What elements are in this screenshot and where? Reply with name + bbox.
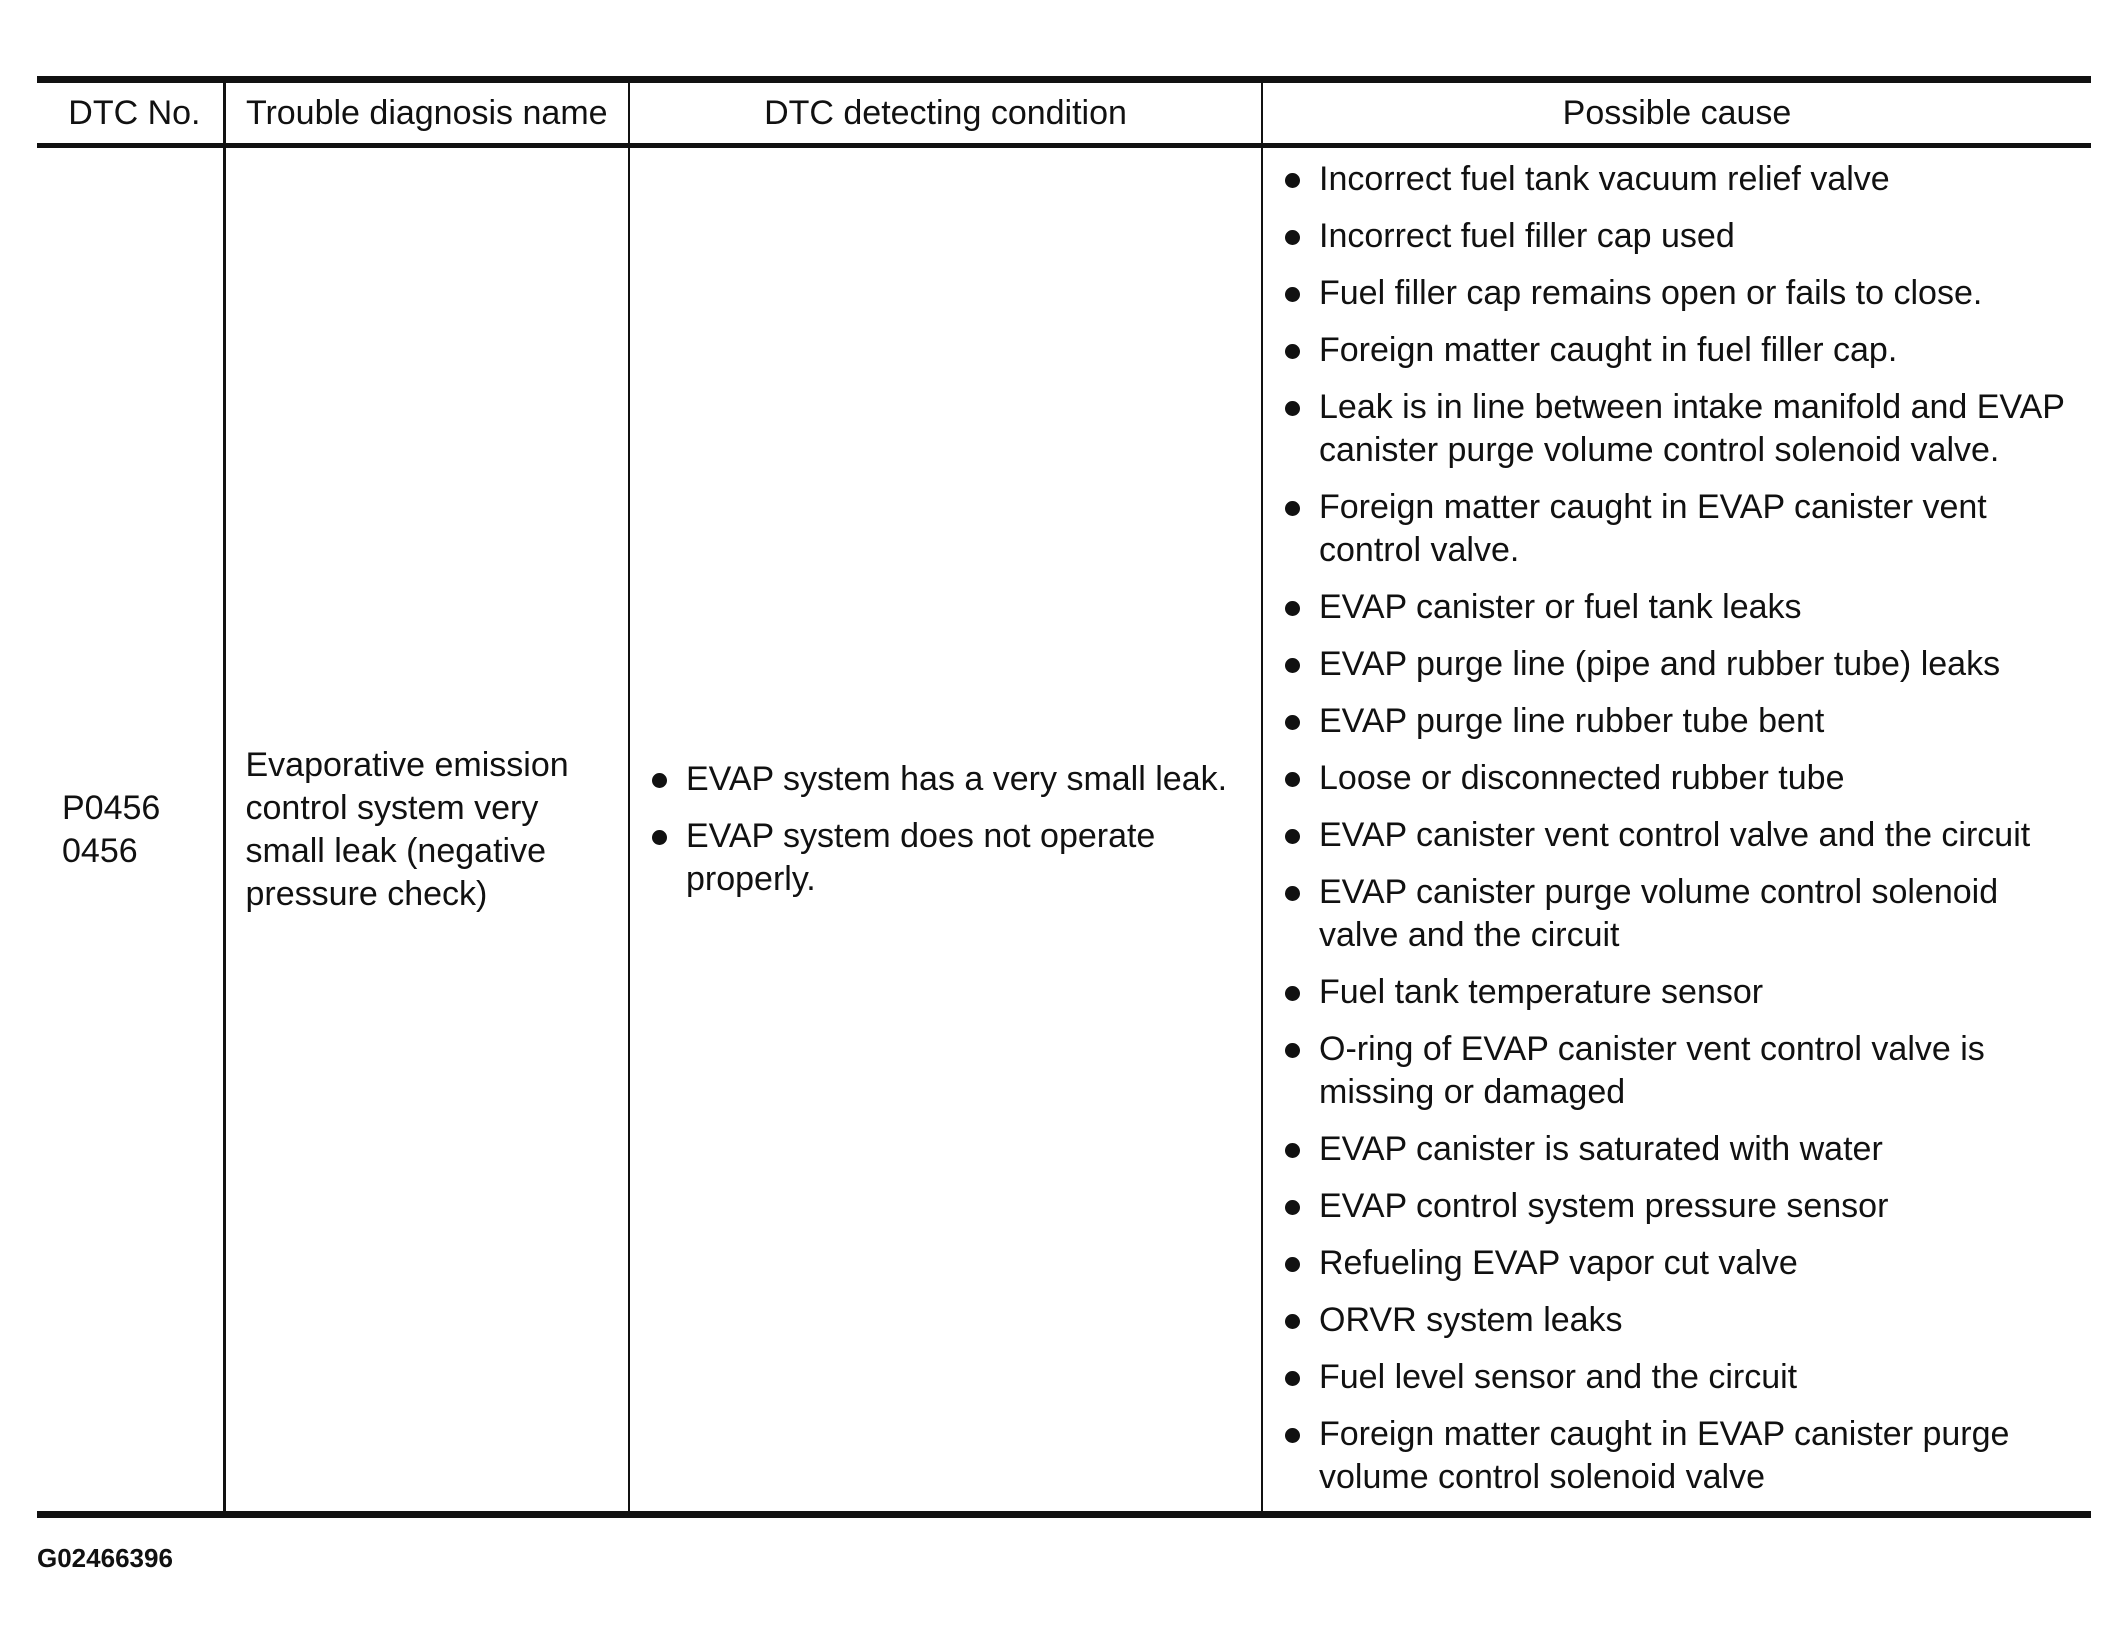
cause-item: EVAP canister purge volume control solenoid valve and the circuit	[1285, 871, 2081, 957]
header-diagnosis-name: Trouble diagnosis name	[224, 80, 629, 146]
figure-id: G02466396	[37, 1543, 173, 1573]
cause-item: EVAP canister or fuel tank leaks	[1285, 586, 2081, 629]
cause-item: EVAP control system pressure sensor	[1285, 1185, 2081, 1228]
cause-item: Foreign matter caught in EVAP canister purge volume control solenoid valve	[1285, 1413, 2081, 1499]
cause-item: Foreign matter caught in EVAP canister vent control valve.	[1285, 486, 2081, 572]
cause-item: Refueling EVAP vapor cut valve	[1285, 1242, 2081, 1285]
diagnosis-name-cell	[224, 146, 629, 1515]
dtc-code: P0456	[62, 788, 161, 827]
table-header-row	[37, 80, 2091, 146]
dtc-code: 0456	[62, 831, 138, 870]
cause-item: EVAP purge line (pipe and rubber tube) leaks	[1285, 643, 2081, 686]
condition-item: EVAP system does not operate properly.	[652, 815, 1251, 901]
cause-item: Incorrect fuel filler cap used	[1285, 215, 2081, 258]
possible-cause-cell	[1262, 146, 2091, 1515]
dtc-table	[37, 76, 2091, 1518]
header-detecting-condition: DTC detecting condition	[629, 80, 1262, 146]
cause-item: EVAP canister is saturated with water	[1285, 1128, 2081, 1171]
detecting-condition-cell	[629, 146, 1262, 1515]
cause-item: Fuel tank temperature sensor	[1285, 971, 2081, 1014]
cause-list	[1285, 158, 2081, 1499]
cause-item: ORVR system leaks	[1285, 1299, 2081, 1342]
dtc-code-cell	[37, 146, 224, 1515]
cause-item: Fuel filler cap remains open or fails to close.	[1285, 272, 2081, 315]
cause-item: EVAP canister vent control valve and the circuit	[1285, 814, 2081, 857]
cause-item: Fuel level sensor and the circuit	[1285, 1356, 2081, 1399]
header-dtc-no: DTC No.	[37, 80, 224, 146]
cause-item: O-ring of EVAP canister vent control valve is missing or damaged	[1285, 1028, 2081, 1114]
condition-list	[652, 758, 1251, 901]
table-row	[37, 146, 2091, 1515]
header-possible-cause: Possible cause	[1262, 80, 2091, 146]
cause-item: Incorrect fuel tank vacuum relief valve	[1285, 158, 2081, 201]
cause-item: Leak is in line between intake manifold and EVAP canister purge volume control solenoid valve.	[1285, 386, 2081, 472]
cause-item: Foreign matter caught in fuel filler cap.	[1285, 329, 2081, 372]
diagnosis-name: Evaporative emission control system very small leak (negative pressure check)	[245, 745, 569, 913]
condition-item: EVAP system has a very small leak.	[652, 758, 1251, 801]
cause-item: Loose or disconnected rubber tube	[1285, 757, 2081, 800]
cause-item: EVAP purge line rubber tube bent	[1285, 700, 2081, 743]
